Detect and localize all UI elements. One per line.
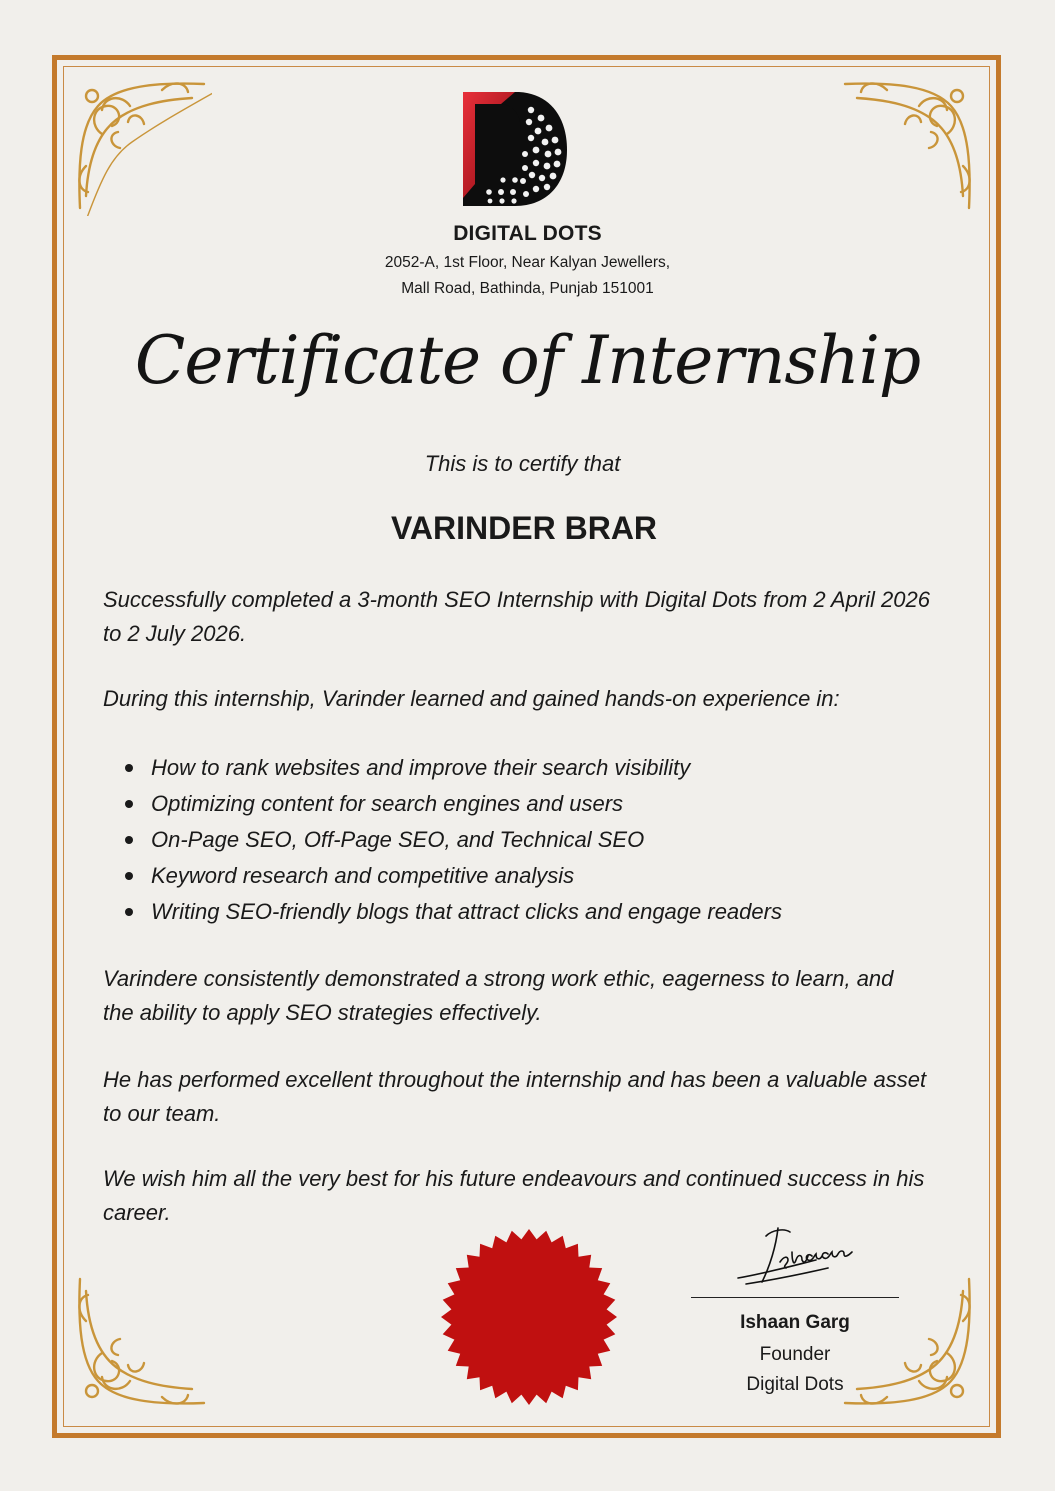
founder-signature: [732, 1222, 862, 1290]
list-item: [103, 786, 903, 822]
wishes-statement: We wish him all the very best for his future endeavours and continued success in his career.: [103, 1166, 925, 1225]
list-item: [103, 894, 903, 930]
skill-text: Writing SEO-friendly blogs that attract clicks and engage readers: [151, 899, 782, 924]
signatory-organization: Digital Dots: [746, 1374, 844, 1395]
bullet-icon: [125, 800, 133, 808]
red-seal-icon: [440, 1228, 618, 1406]
skills-list: [103, 750, 903, 930]
signatory-name: Ishaan Garg: [740, 1312, 850, 1333]
certify-intro: This is to certify that: [424, 451, 621, 476]
bullet-icon: [125, 764, 133, 772]
bullet-icon: [125, 872, 133, 880]
digital-dots-logo: [459, 88, 571, 210]
company-address-line1: 2052-A, 1st Floor, Near Kalyan Jewellers,: [384, 254, 671, 271]
work-ethic-statement: Varindere consistently demonstrated a strong work ethic, eagerness to learn, and the ability to apply SEO strategies effectively.: [103, 966, 894, 1025]
list-item: [103, 822, 903, 858]
recipient-name: VARINDER BRAR: [390, 510, 658, 546]
signature-line: [691, 1297, 899, 1298]
skill-text: On-Page SEO, Off-Page SEO, and Technical SEO: [151, 827, 645, 852]
skill-text: Optimizing content for search engines and users: [151, 791, 624, 816]
performance-statement: He has performed excellent throughout the internship and has been a valuable asset to our team.: [103, 1067, 927, 1126]
certificate-title: Certificate of Internship: [134, 322, 921, 399]
corner-ornament-top-right: [837, 76, 977, 216]
corner-ornament-bottom-left: [72, 1271, 212, 1411]
completion-statement: Successfully completed a 3-month SEO Internship with Digital Dots from 2 April 2026 to 2 July 2026.: [103, 587, 930, 646]
list-item: [103, 750, 903, 786]
skill-text: How to rank websites and improve their search visibility: [151, 755, 691, 780]
bullet-icon: [125, 836, 133, 844]
company-address-line2: Mall Road, Bathinda, Punjab 151001: [401, 280, 654, 297]
learning-intro: During this internship, Varinder learned and gained hands-on experience in:: [103, 686, 840, 711]
company-name: DIGITAL DOTS: [453, 222, 602, 245]
corner-ornament-top-left: [72, 76, 212, 216]
signatory-role: Founder: [759, 1344, 831, 1365]
skill-text: Keyword research and competitive analysis: [151, 863, 575, 888]
list-item: [103, 858, 903, 894]
bullet-icon: [125, 908, 133, 916]
